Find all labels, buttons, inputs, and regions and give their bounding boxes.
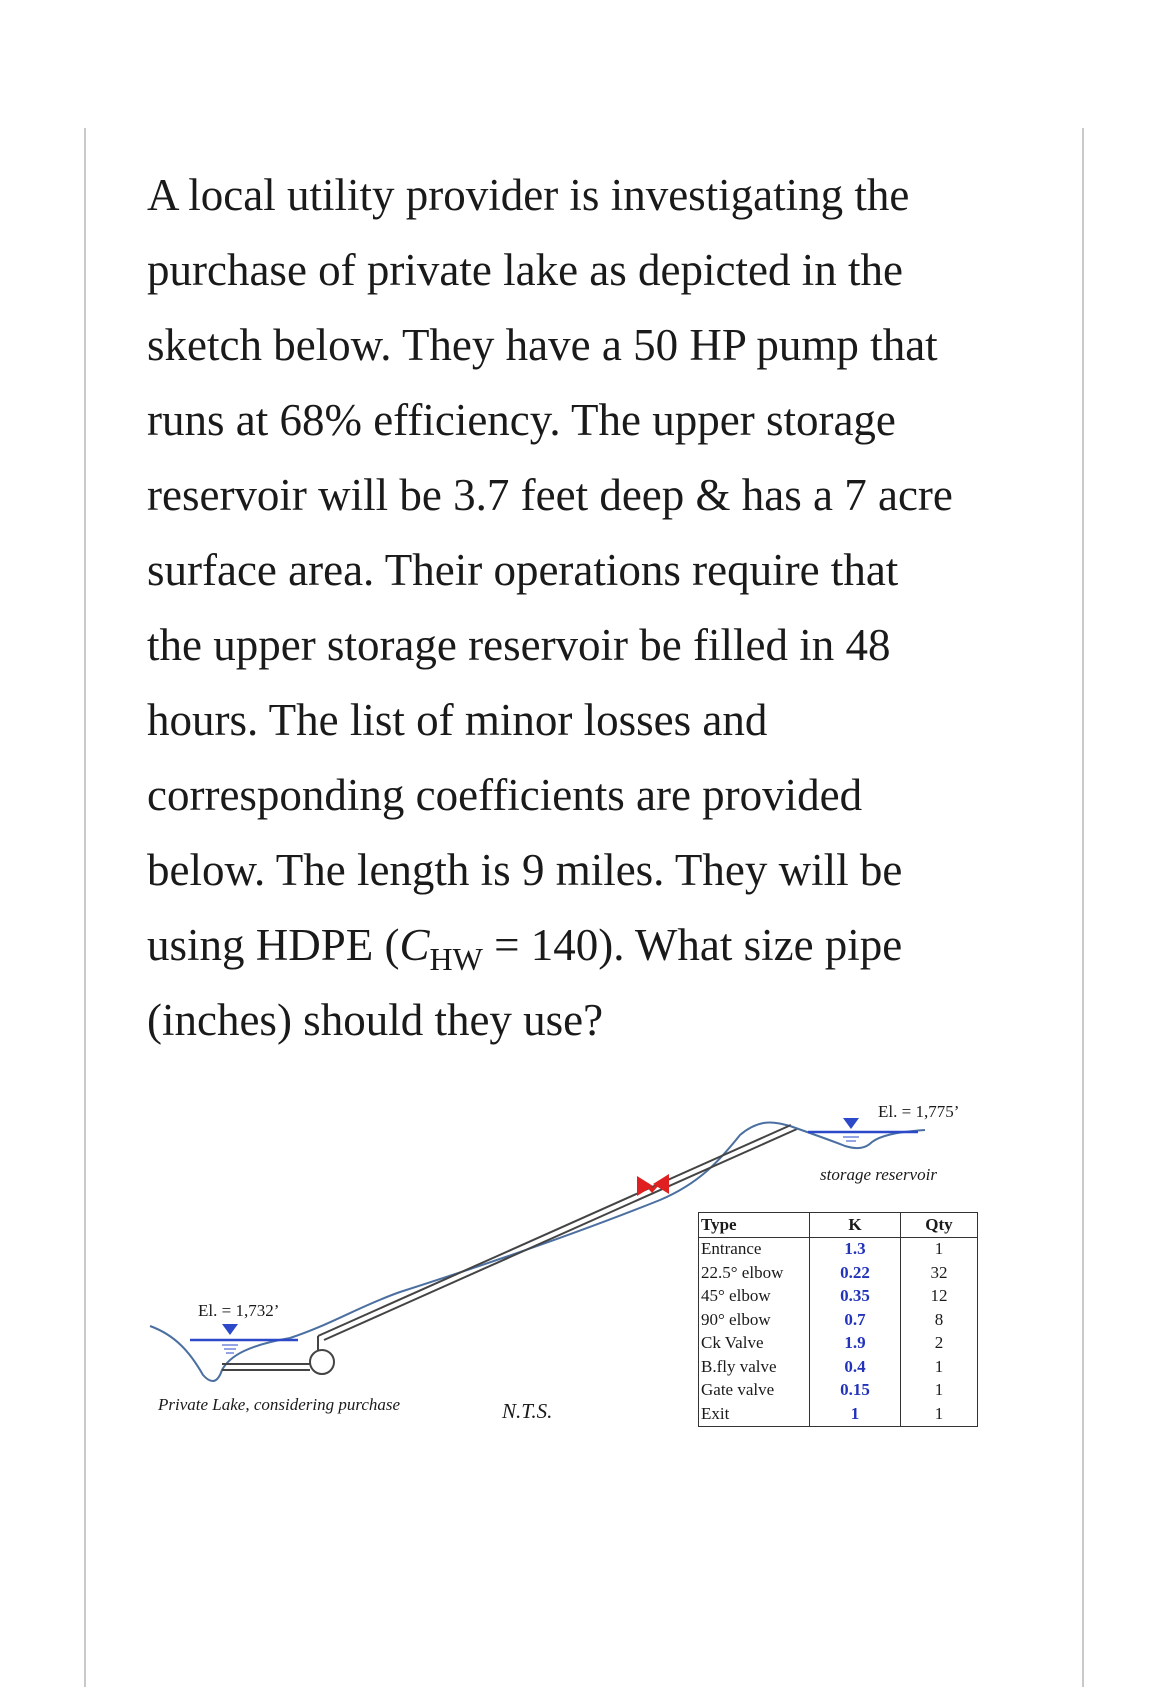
cell-k: 1 bbox=[810, 1402, 901, 1426]
table-row bbox=[699, 1237, 978, 1261]
cell-type: Gate valve bbox=[699, 1379, 810, 1403]
problem-line: corresponding coefficients are provided bbox=[147, 770, 863, 820]
cell-k: 0.35 bbox=[810, 1285, 901, 1309]
cell-k: 0.22 bbox=[810, 1261, 901, 1285]
problem-line: (inches) should they use? bbox=[147, 995, 604, 1045]
nts-label: N.T.S. bbox=[502, 1399, 553, 1423]
table-header-row bbox=[699, 1213, 978, 1238]
private-lake-label: Private Lake, considering purchase bbox=[158, 1395, 401, 1414]
hazen-c-subscript: HW bbox=[429, 941, 483, 977]
table-row bbox=[699, 1285, 978, 1309]
problem-line: the upper storage reservoir be filled in 48 bbox=[147, 620, 891, 670]
cell-type: Ck Valve bbox=[699, 1332, 810, 1356]
hazen-c-symbol: C bbox=[399, 920, 430, 970]
cell-k: 1.3 bbox=[810, 1237, 901, 1261]
storage-reservoir-label: storage reservoir bbox=[820, 1165, 937, 1184]
problem-line: purchase of private lake as depicted in the bbox=[147, 245, 903, 295]
table-row bbox=[699, 1261, 978, 1285]
cell-type: Entrance bbox=[699, 1237, 810, 1261]
cell-qty: 1 bbox=[901, 1379, 978, 1403]
problem-line: sketch below. They have a 50 HP pump that bbox=[147, 320, 938, 370]
cell-qty: 12 bbox=[901, 1285, 978, 1309]
cell-qty: 2 bbox=[901, 1332, 978, 1356]
cell-k: 0.4 bbox=[810, 1355, 901, 1379]
cell-type: Exit bbox=[699, 1402, 810, 1426]
problem-line: runs at 68% efficiency. The upper storage bbox=[147, 395, 896, 445]
cell-k: 1.9 bbox=[810, 1332, 901, 1356]
upper-water-level-triangle-icon bbox=[843, 1118, 859, 1129]
valve-icon-left bbox=[637, 1176, 653, 1196]
table-row bbox=[699, 1402, 978, 1426]
cell-type: 45° elbow bbox=[699, 1285, 810, 1309]
cell-qty: 8 bbox=[901, 1308, 978, 1332]
pump-icon bbox=[310, 1350, 334, 1374]
cell-k: 0.7 bbox=[810, 1308, 901, 1332]
problem-line: hours. The list of minor losses and bbox=[147, 695, 768, 745]
cell-type: 90° elbow bbox=[699, 1308, 810, 1332]
header-qty: Qty bbox=[901, 1213, 978, 1238]
problem-line: A local utility provider is investigating the bbox=[147, 170, 910, 220]
cell-type: 22.5° elbow bbox=[699, 1261, 810, 1285]
cell-k: 0.15 bbox=[810, 1379, 901, 1403]
valve-icon-right bbox=[653, 1174, 669, 1194]
cell-qty: 32 bbox=[901, 1261, 978, 1285]
lower-elevation-label: El. = 1,732’ bbox=[198, 1301, 280, 1320]
problem-line: reservoir will be 3.7 feet deep & has a 7 acre bbox=[147, 470, 953, 520]
table-row bbox=[699, 1308, 978, 1332]
table-row bbox=[699, 1332, 978, 1356]
minor-losses-table bbox=[698, 1212, 978, 1427]
lower-lake-basin bbox=[150, 1326, 290, 1381]
table-row bbox=[699, 1379, 978, 1403]
cell-qty: 1 bbox=[901, 1237, 978, 1261]
cell-qty: 1 bbox=[901, 1402, 978, 1426]
header-k: K bbox=[810, 1213, 901, 1238]
problem-line: below. The length is 9 miles. They will be bbox=[147, 845, 903, 895]
problem-line: surface area. Their operations require that bbox=[147, 545, 899, 595]
header-type: Type bbox=[699, 1213, 810, 1238]
upper-elevation-label: El. = 1,775’ bbox=[878, 1102, 960, 1121]
cell-type: B.fly valve bbox=[699, 1355, 810, 1379]
cell-qty: 1 bbox=[901, 1355, 978, 1379]
lower-water-level-triangle-icon bbox=[222, 1324, 238, 1335]
table-row bbox=[699, 1355, 978, 1379]
line-text-pre: using HDPE ( bbox=[147, 920, 400, 970]
line-text-post: = 140). What size pipe bbox=[482, 920, 903, 970]
